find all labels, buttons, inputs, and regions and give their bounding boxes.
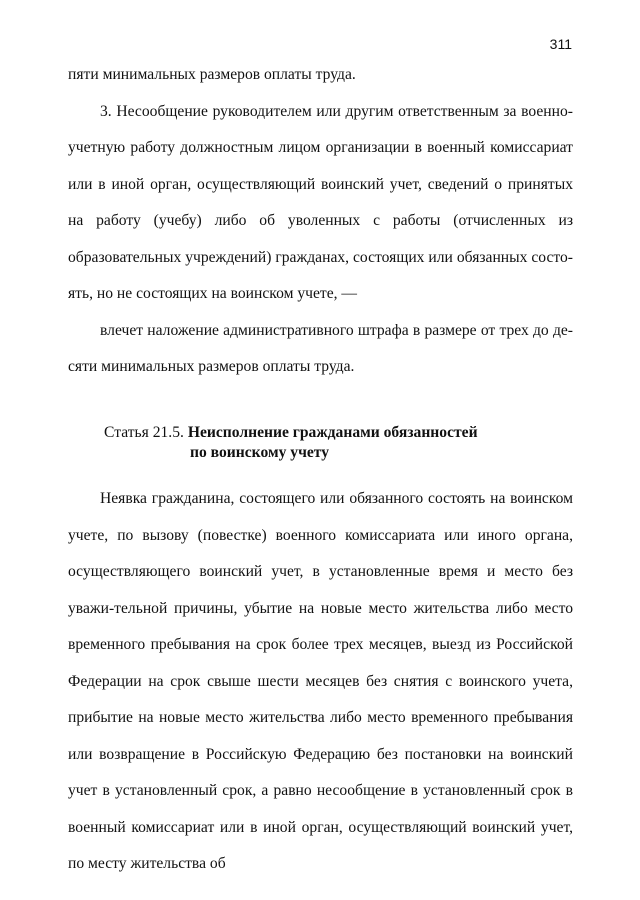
- penalty-paragraph: влечет наложение административного штрафа в размере от трех до де-сяти минимальных размеров оплаты труда.: [68, 321, 573, 375]
- bottom-text-block: [68, 481, 573, 883]
- article-heading: [104, 423, 574, 463]
- article-label: Статья 21.5.: [104, 424, 184, 441]
- article-title-line-1: Неисполнение гражданами обязанностей: [187, 424, 478, 441]
- article-body-paragraph: Неявка гражданина, состоящего или обязанного состоять на воинском учете, по вызову (повестке) военного комиссариата или иного органа, осуществляющего воинский учет, в установленные время и место без уважи-тельной причины, убытие на новые место жительства либо место временного пребывания на срок более трех месяцев, выезд из Российской Федерации на срок свыше шести месяцев без снятия с воинского учета, прибытие на новые место жительства либо место временного пребывания или возвращение в Российскую Федерацию без постановки на воинский учет в установленный срок, а равно несообщение в установленный срок в военный комиссариат или в иной орган, осуществляющий воинский учет, по месту жительства об: [68, 490, 573, 872]
- paragraph-part-3: 3. Несообщение руководителем или другим ответственным за военно-учетную работу должностным лицом организации в военный комиссариат или в иной орган, осуществляющий воинский учет, сведений о принятых на работу (учебу) либо об уволенных с работы (отчисленных из образовательных учреждений) гражданах, состоящих или обязанных состо-ять, но не состоящих на воинском учете, —: [68, 102, 573, 302]
- article-title-line-2: по воинскому учету: [190, 444, 330, 461]
- page-number: 311: [549, 36, 572, 52]
- top-text-block: [68, 57, 573, 386]
- continuation-line: пяти минимальных размеров оплаты труда.: [68, 66, 356, 83]
